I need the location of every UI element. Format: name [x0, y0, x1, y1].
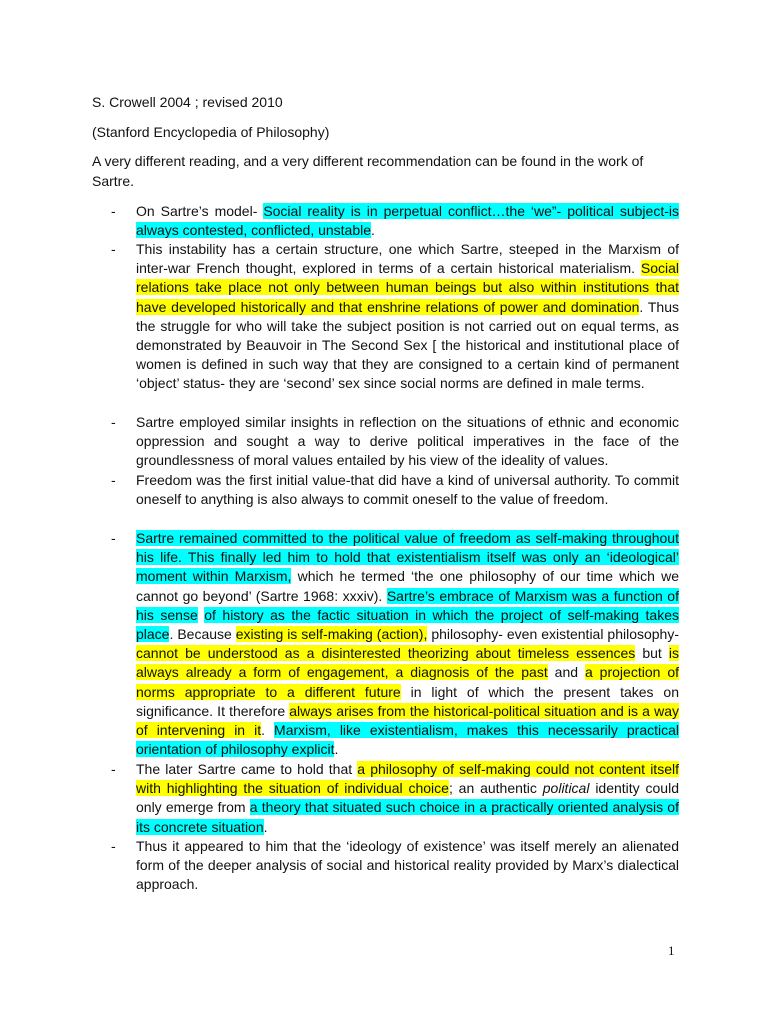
text-segment: identity could only emerge from — [136, 780, 679, 816]
text-segment: The later Sartre came to hold that — [136, 761, 358, 777]
bullet-dash: - — [111, 838, 116, 854]
highlighted-text: Sartre remained committed to the political value of freedom as self-making throughout his life. This finally led him to hold that existentialism itself was only an ‘ideological’ moment within Marxism, — [136, 530, 679, 585]
highlighted-text: is always already a form of engagement, a diagnosis of the past — [136, 645, 679, 681]
highlighted-text: of history as the factic situation in which the project of self-making takes place — [136, 606, 679, 643]
highlighted-text: a projection of norms appropriate to a different future — [136, 664, 679, 700]
highlighted-text: Marxism, like existentialism, makes this necessarily practical orientation of philosophy explicit — [136, 722, 680, 758]
list-item — [136, 760, 679, 837]
highlighted-text: cannot be understood as a disinterested theorizing about timeless essences — [136, 645, 636, 662]
highlighted-text: Social reality is in perpetual conflict…the ‘we”- political subject-is always contested, conflicted, unstable — [136, 203, 679, 239]
text-segment: which he termed ‘the one philosophy of our time which we cannot go beyond’ (Sartre 1968: xxxiv). — [136, 568, 680, 604]
text-segment: . — [261, 722, 275, 739]
text-segment: philosophy- even existential philosophy- — [427, 626, 680, 643]
highlighted-text: Sartre’s embrace of Marxism was a function of his sense — [136, 587, 679, 623]
intro-paragraph: A very different reading, and a very different recommendation can be found in the work of Sartre. — [92, 153, 644, 189]
text-segment: . Because — [169, 626, 236, 643]
list-item — [136, 240, 679, 394]
list-item — [136, 413, 679, 471]
text-segment: Freedom was the first initial value-that did have a kind of universal authority. To commit oneself to anything is also always to commit oneself to the value of freedom. — [136, 472, 679, 508]
page-number: 1 — [668, 943, 675, 958]
bullet-dash: - — [111, 414, 116, 430]
text-segment: in light of which the present takes on significance. It therefore — [136, 683, 679, 719]
highlighted-text: always arises from the historical-political situation and is a way of intervening in it — [136, 702, 679, 739]
bullet-dash: - — [111, 203, 116, 219]
source-line: (Stanford Encyclopedia of Philosophy) — [92, 124, 330, 140]
text-segment: but — [635, 645, 669, 662]
text-segment: On Sartre’s model- — [136, 203, 264, 219]
list-item — [136, 529, 679, 759]
highlighted-text: existing is self-making (action), — [235, 626, 428, 643]
text-segment: This instability has a certain structure, one which Sartre, steeped in the Marxism of inter-war French thought, explored in terms of a certain historical materialism. — [136, 241, 679, 277]
text-segment: Thus it appeared to him that the ‘ideology of existence’ was itself merely an alienated form of the deeper analysis of social and historical reality provided by Marx’s dialectical approach. — [136, 838, 679, 893]
citation-line: S. Crowell 2004 ; revised 2010 — [92, 94, 283, 110]
bullet-dash: - — [111, 241, 116, 257]
list-item — [136, 202, 679, 240]
italic-text: political — [542, 780, 590, 797]
bullet-dash: - — [111, 472, 116, 488]
text-segment: Sartre employed similar insights in reflection on the situations of ethnic and economic oppression and sought a way to derive political imperatives in the face of the groundlessness of moral values entailed by his view of the ideality of values. — [136, 414, 679, 469]
text-segment: and — [547, 664, 585, 681]
list-item — [136, 837, 679, 895]
highlighted-text: a philosophy of self-making could not content itself with highlighting the situation of individual choice — [136, 761, 679, 797]
text-segment: . — [334, 741, 339, 758]
bullet-dash: - — [111, 761, 116, 777]
text-segment: . — [371, 222, 375, 239]
text-segment: . — [263, 818, 268, 835]
text-segment: . Thus the struggle for who will take the subject position is not carried out on equal terms, as demonstrated by Beauvoir in The Second Sex [ the historical and institutional place of women is defined in such way that they are consigned to a certain kind of permanent ‘object’ status- they are ‘second’ sex since social norms are defined in male terms. — [136, 298, 679, 392]
highlighted-text: Social relations take place not only between human beings but also within institutions that have developed historically and that enshrine relations of power and domination — [136, 260, 679, 315]
bullet-dash: - — [111, 530, 116, 546]
highlighted-text: a theory that situated such choice in a practically oriented analysis of its concrete situation — [136, 799, 679, 835]
list-item — [136, 471, 679, 509]
text-segment: ; an authentic — [448, 780, 543, 797]
